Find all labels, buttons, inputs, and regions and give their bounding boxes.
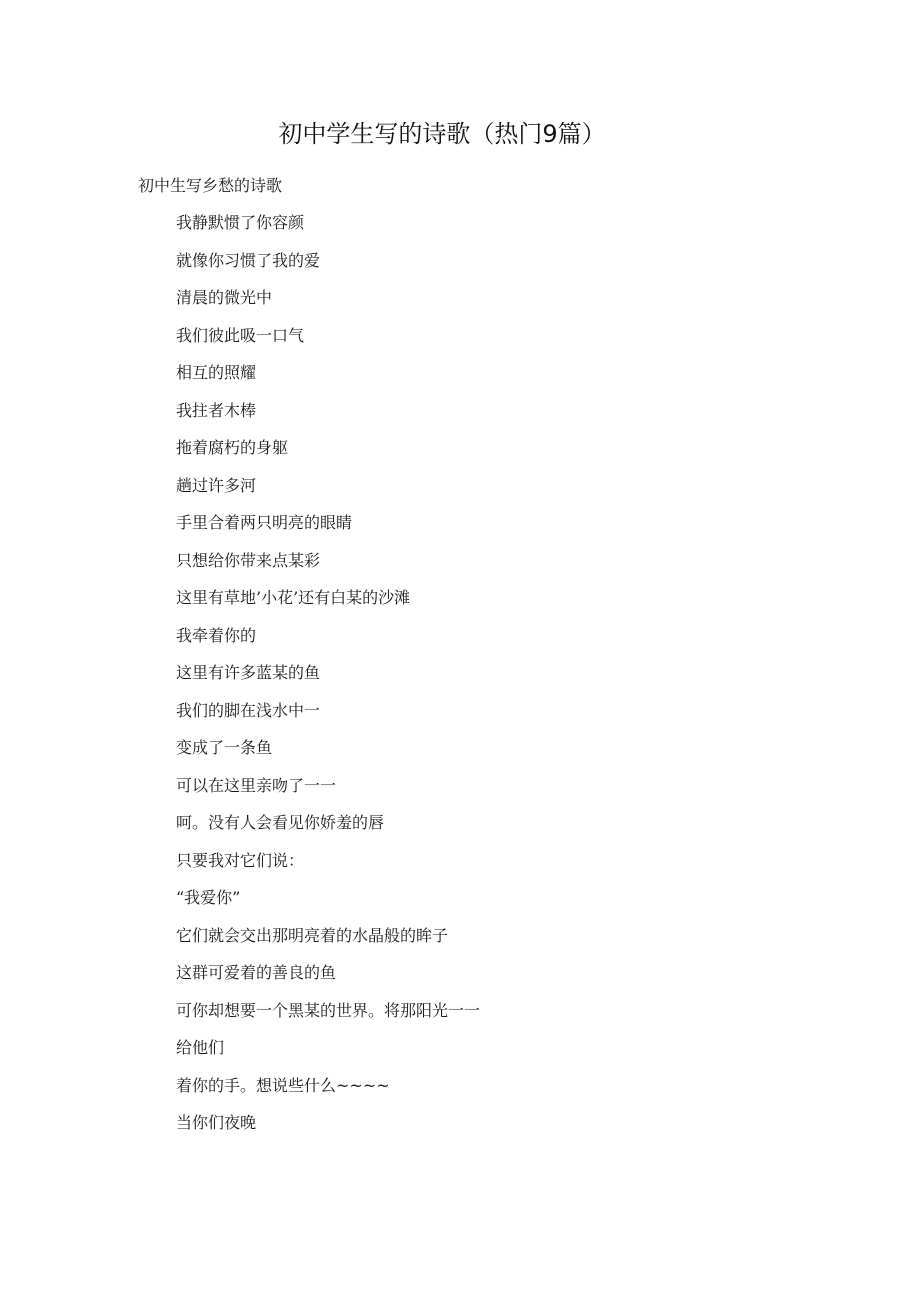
poem-line: 给他们: [176, 1038, 225, 1057]
poem-line: 呵。没有人会看见你娇羞的唇: [176, 813, 385, 832]
poem-line: 只想给你带来点某彩: [176, 550, 321, 570]
poem-line: “我爱你”: [176, 888, 241, 907]
poem-line: 这里有草地’小花’还有白某的沙滩: [176, 588, 411, 607]
poem-line: 可以在这里亲吻了一一: [176, 775, 337, 795]
poem-line: 只要我对它们说：: [176, 850, 305, 870]
poem-line: 着你的手。想说些什么~~~~: [176, 1075, 390, 1095]
poem-line: 我们彼此吸一口气: [176, 325, 305, 345]
poem-line: 相互的照耀: [176, 363, 257, 382]
poem-line: 可你却想要一个黑某的世界。将那阳光一一: [176, 1000, 481, 1020]
poem-line: 就像你习惯了我的爱: [176, 250, 321, 270]
poem-body: [176, 211, 480, 1149]
poem-line: 这里有许多蓝某的鱼: [176, 663, 321, 682]
section-heading: 初中生写乡愁的诗歌: [138, 176, 283, 195]
poem-line: 我静默惯了你容颜: [176, 213, 305, 232]
document-title: 初中学生写的诗歌（热门9篇）: [278, 120, 606, 148]
poem-line: 我牵着你的: [176, 625, 257, 645]
poem-line: 它们就会交出那明亮着的水晶般的眸子: [176, 925, 449, 945]
poem-line: 趟过许多河: [176, 475, 257, 495]
poem-line: 我们的脚在浅水中一: [176, 700, 321, 720]
poem-line: 变成了一条鱼: [176, 738, 273, 757]
poem-line: 清晨的微光中: [176, 288, 273, 307]
poem-line: 这群可爱着的善良的鱼: [176, 963, 337, 982]
poem-line: 当你们夜晚: [176, 1113, 257, 1132]
poem-line: 拖着腐朽的身躯: [176, 438, 289, 457]
poem-line: 我拄者木棒: [176, 400, 257, 420]
poem-line: 手里合着两只明亮的眼睛: [176, 513, 353, 532]
